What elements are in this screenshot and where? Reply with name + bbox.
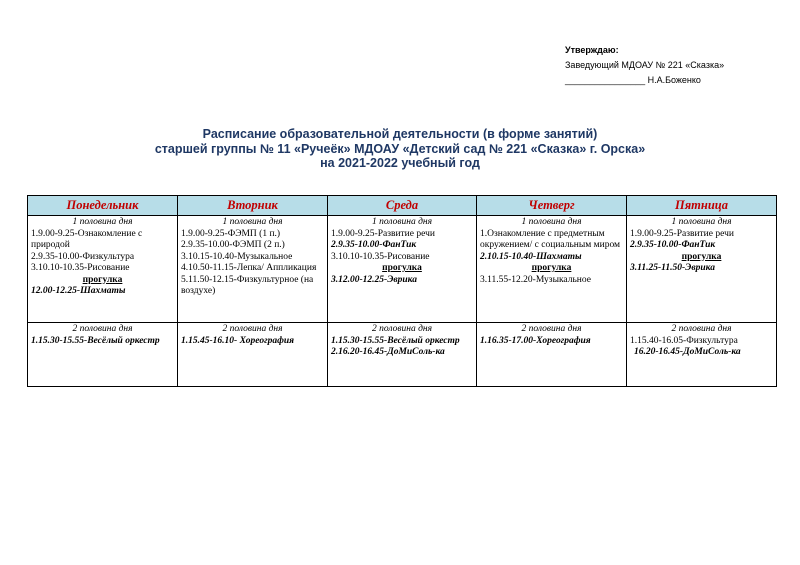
cell-wednesday-first-half: [328, 216, 477, 323]
activity: 2.9.35-10.00-ФанТик: [630, 240, 716, 250]
header-row: [28, 196, 777, 216]
cell-thursday-first-half: [477, 216, 627, 323]
activity: 1.15.30-15.55-Весёлый оркестр: [331, 335, 460, 346]
activity: 1.16.35-17.00-Хореография: [480, 335, 591, 346]
day-header-wednesday: Среда: [328, 196, 477, 216]
cell-tuesday-second-half: [178, 323, 328, 387]
walk-label: прогулка: [382, 263, 422, 273]
cell-monday-first-half: [28, 216, 178, 323]
activity: 1.15.40-16.05-Физкультура: [630, 335, 738, 346]
half-label: 2 половина дня: [671, 324, 732, 334]
day-header-friday: Пятница: [627, 196, 777, 216]
cell-thursday-second-half: [477, 323, 627, 387]
half-label: 1 половина дня: [222, 217, 283, 227]
activity: 1.9.00-9.25-Ознакомление с природой: [31, 228, 143, 250]
activity: 3.10.10-10.35-Рисование: [31, 263, 130, 273]
activity: 3.12.00-12.25-Эврика: [331, 274, 417, 285]
half-label: 2 половина дня: [222, 324, 283, 334]
day-header-monday: Понедельник: [28, 196, 178, 216]
walk-label: прогулка: [531, 263, 572, 273]
cell-wednesday-second-half: [328, 323, 477, 387]
half-label: 2 половина дня: [371, 324, 433, 334]
activity: 1.Ознакомление с предметным окружением/ с социальным миром: [480, 228, 621, 250]
half-label: 2 половина дня: [521, 324, 582, 334]
activity: 2.16.20-16.45-ДоМиСоль-ка: [331, 347, 445, 357]
activity: 2.9.35-10.00-ФЭМП (2 п.): [181, 240, 285, 250]
approval-signature: ________________ Н.А.Боженко: [565, 75, 701, 85]
approval-title: Утверждаю:: [565, 45, 619, 55]
activity: 3.10.10-10.35-Рисование: [331, 251, 430, 262]
activity: 3.10.15-10.40-Музыкальное: [181, 251, 293, 262]
walk-label: прогулка: [82, 274, 123, 285]
half-label: 1 половина дня: [521, 217, 582, 227]
activity: 1.9.00-9.25-ФЭМП (1 п.): [181, 228, 281, 239]
document-heading: [100, 127, 700, 171]
activity: 1.9.00-9.25-Развитие речи: [630, 228, 734, 239]
walk-label: прогулка: [681, 251, 722, 262]
day-header-tuesday: Вторник: [178, 196, 328, 216]
activity: 12.00-12.25-Шахматы: [31, 286, 126, 296]
activity: 2.9.35-10.00-ФанТик: [331, 240, 417, 250]
heading-line-2: старшей группы № 11 «Ручеёк» МДОАУ «Детский сад № 221 «Сказка» г. Орска»: [154, 141, 646, 156]
first-half-row: [28, 216, 777, 323]
activity: 2.9.35-10.00-Физкультура: [31, 251, 135, 262]
cell-friday-first-half: [627, 216, 777, 323]
heading-line-1: Расписание образовательной деятельности (в форме занятий): [202, 127, 598, 141]
second-half-row: [28, 323, 777, 387]
cell-monday-second-half: [28, 323, 178, 387]
cell-tuesday-first-half: [178, 216, 328, 323]
day-header-thursday: Четверг: [477, 196, 627, 216]
heading-line-3: на 2021-2022 учебный год: [320, 156, 480, 170]
half-label: 2 половина дня: [72, 324, 133, 334]
half-label: 1 половина дня: [72, 217, 133, 227]
schedule-table: [27, 195, 777, 387]
activity: 5.11.50-12.15-Физкультурное (на воздухе): [181, 274, 314, 296]
activity: 16.20-16.45-ДоМиСоль-ка: [634, 347, 741, 357]
activity: 4.10.50-11.15-Лепка/ Аппликация: [181, 263, 317, 273]
activity: 1.9.00-9.25-Развитие речи: [331, 228, 435, 239]
half-label: 1 половина дня: [671, 217, 732, 227]
activity: 1.15.45-16.10- Хореография: [181, 335, 295, 346]
activity: 2.10.15-10.40-Шахматы: [480, 251, 582, 262]
half-label: 1 половина дня: [371, 217, 433, 227]
activity: 3.11.25-11.50-Эврика: [630, 263, 715, 273]
cell-friday-second-half: [627, 323, 777, 387]
approval-block: [565, 43, 724, 88]
activity: 3.11.55-12.20-Музыкальное: [480, 274, 591, 285]
approval-position: Заведующий МДОАУ № 221 «Сказка»: [565, 60, 725, 70]
activity: 1.15.30-15.55-Весёлый оркестр: [31, 335, 160, 346]
